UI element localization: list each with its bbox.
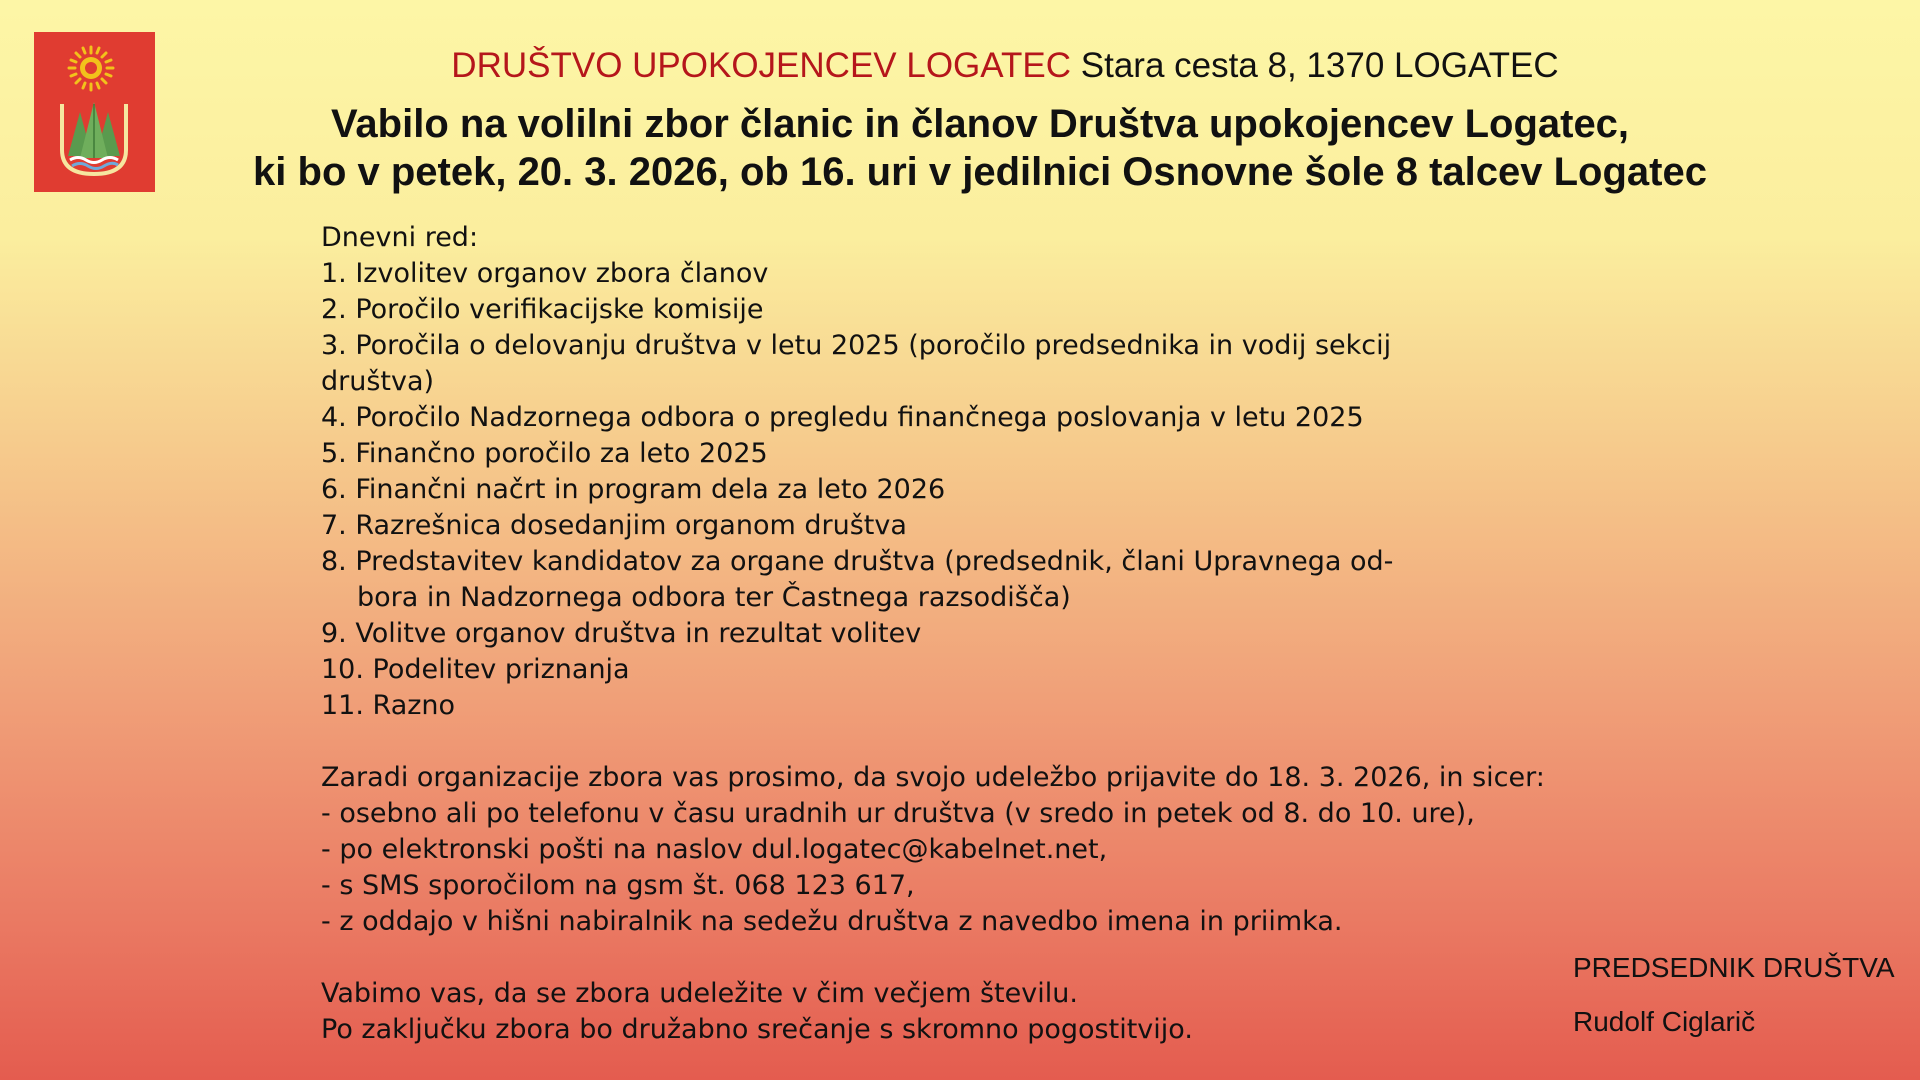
agenda-item: 9. Volitve organov društva in rezultat volitev — [321, 618, 922, 649]
agenda-item: 3. Poročila o delovanju društva v letu 2025 (poročilo predsednika in vodij sekcij — [321, 330, 1392, 361]
organization-address: Stara cesta 8, 1370 LOGATEC — [1071, 46, 1559, 85]
agenda-item: 10. Podelitev priznanja — [321, 654, 630, 685]
agenda-item: 5. Finančno poročilo za leto 2025 — [321, 438, 768, 469]
agenda-item: 2. Poročilo verifikacijske komisije — [321, 294, 764, 325]
registration-option: - po elektronski pošti na naslov dul.logatec@kabelnet.net, — [321, 834, 1108, 865]
invitation-title-line-1: Vabilo na volilni zbor članic in članov Društva upokojencev Logatec, — [330, 102, 1630, 146]
agenda-item: 6. Finančni načrt in program dela za leto 2026 — [321, 474, 946, 505]
signature-name: Rudolf Ciglarič — [1573, 1006, 1756, 1037]
registration-option: - s SMS sporočilom na gsm št. 068 123 617, — [321, 870, 915, 901]
signature-block — [1573, 948, 1895, 1040]
agenda-item: 7. Razrešnica dosedanjim organom društva — [321, 510, 907, 541]
registration-option: - z oddajo v hišni nabiralnik na sedežu društva z navedbo imena in priimka. — [321, 906, 1343, 937]
closing-line: Po zaključku zbora bo družabno srečanje s skromno pogostitvijo. — [321, 1014, 1193, 1045]
invitation-title — [0, 100, 1920, 196]
agenda-item: 4. Poročilo Nadzornega odbora o pregledu finančnega poslovanja v letu 2025 — [321, 402, 1364, 433]
agenda-item: 1. Izvolitev organov zbora članov — [321, 258, 769, 289]
organization-name: DRUŠTVO UPOKOJENCEV LOGATEC — [451, 46, 1072, 85]
registration-option: - osebno ali po telefonu v času uradnih ur društva (v sredo in petek od 8. do 10. ure), — [321, 798, 1475, 829]
closing-line: Vabimo vas, da se zbora udeležite v čim večjem številu. — [321, 978, 1078, 1009]
agenda-item-continuation: društva) — [321, 366, 435, 397]
invitation-body — [321, 220, 1621, 1048]
organization-header — [0, 44, 1920, 88]
registration-intro: Zaradi organizacije zbora vas prosimo, da svojo udeležbo prijavite do 18. 3. 2026, in sicer: — [321, 762, 1545, 793]
invitation-title-line-2: ki bo v petek, 20. 3. 2026, ob 16. uri v jedilnici Osnovne šole 8 talcev Logatec — [253, 150, 1707, 194]
agenda-item: 11. Razno — [321, 690, 456, 721]
agenda-item: 8. Predstavitev kandidatov za organe društva (predsednik, člani Upravnega od- — [321, 546, 1394, 577]
signature-title: PREDSEDNIK DRUŠTVA — [1573, 952, 1895, 983]
agenda-heading: Dnevni red: — [321, 222, 479, 253]
agenda-item-continuation: bora in Nadzornega odbora ter Častnega razsodišča) — [357, 582, 1071, 613]
